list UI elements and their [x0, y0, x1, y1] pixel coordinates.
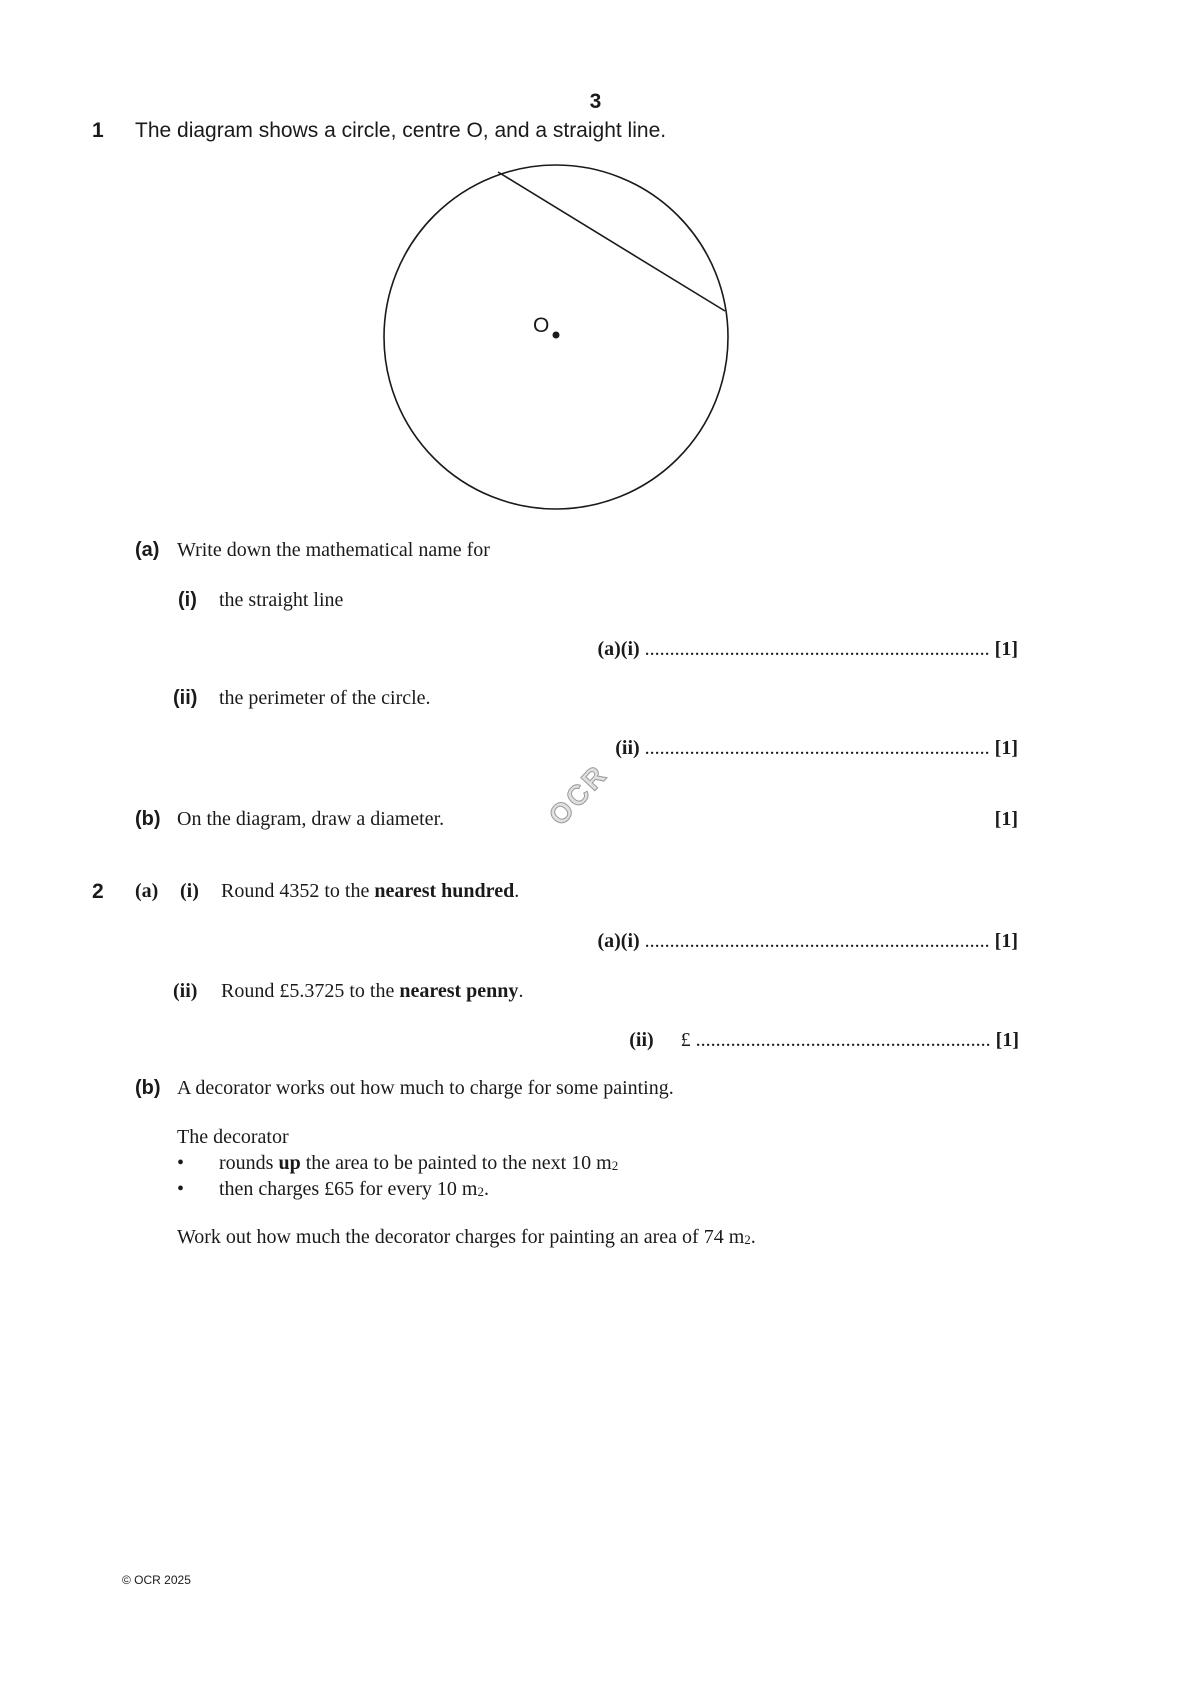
- centre-label: O: [533, 314, 550, 337]
- marks: [1]: [994, 737, 1018, 759]
- copyright-footer: © OCR 2025: [122, 1573, 191, 1587]
- chord-line: [498, 172, 725, 311]
- bullet-2-text: then charges £65 for every 10 m2.: [219, 1178, 489, 1200]
- centre-point: [553, 332, 560, 339]
- marks: [1]: [994, 638, 1018, 660]
- q1-part-b-label: (b): [135, 808, 161, 830]
- q1-part-a-i-text: the straight line: [219, 589, 344, 611]
- ocr-watermark: OCR: [542, 758, 614, 832]
- question-1-number: 1: [92, 119, 104, 142]
- q2-part-a-i-label: (i): [180, 880, 199, 902]
- q2-part-b-label: (b): [135, 1077, 161, 1099]
- q1-part-a-text: Write down the mathematical name for: [177, 539, 490, 561]
- bullet-1-text: rounds up the area to be painted to the next 10 m2: [219, 1152, 619, 1174]
- q2-part-b-question: Work out how much the decorator charges for painting an area of 74 m2.: [177, 1226, 756, 1248]
- q2-part-a-ii-text: Round £5.3725 to the nearest penny.: [221, 980, 524, 1002]
- bullet-1-marker: •: [177, 1152, 185, 1174]
- q1-a-i-answer-line[interactable]: [597, 638, 1018, 661]
- answer-dots: .....................................................................: [644, 737, 990, 759]
- q1-b-marks: [1]: [994, 808, 1018, 830]
- q2-part-a-label: (a): [135, 880, 159, 902]
- q1-a-ii-answer-line[interactable]: [615, 737, 1018, 760]
- answer-label: (a)(i): [597, 930, 640, 952]
- question-1-stem: The diagram shows a circle, centre O, and a straight line.: [135, 119, 667, 142]
- q1-part-a-label: (a): [135, 539, 160, 561]
- question-2-number: 2: [92, 880, 104, 903]
- bullet-2-marker: •: [177, 1178, 185, 1200]
- currency-symbol: £: [680, 1029, 691, 1051]
- q1-part-a-i-label: (i): [178, 589, 197, 611]
- q2-a-i-answer-line[interactable]: [597, 930, 1018, 953]
- q2-a-ii-answer-line[interactable]: [629, 1029, 1019, 1052]
- answer-dots: .....................................................................: [644, 638, 990, 660]
- marks: [1]: [994, 930, 1018, 952]
- page-number: 3: [589, 90, 602, 113]
- q1-part-b-text: On the diagram, draw a diameter.: [177, 808, 445, 830]
- answer-label: (ii): [629, 1029, 654, 1051]
- answer-dots: ...........................................................: [695, 1029, 991, 1051]
- answer-label: (a)(i): [597, 638, 640, 660]
- q2-part-b-intro: A decorator works out how much to charge for some painting.: [177, 1077, 674, 1099]
- q2-part-a-ii-label: (ii): [173, 980, 198, 1002]
- answer-label: (ii): [615, 737, 640, 759]
- q1-part-a-ii-label: (ii): [173, 687, 198, 709]
- q1-part-a-ii-text: the perimeter of the circle.: [219, 687, 431, 709]
- q2-part-a-i-text: Round 4352 to the nearest hundred.: [221, 880, 520, 902]
- q2-part-b-lead: The decorator: [177, 1126, 289, 1148]
- answer-dots: .....................................................................: [644, 930, 990, 952]
- marks: [1]: [995, 1029, 1019, 1051]
